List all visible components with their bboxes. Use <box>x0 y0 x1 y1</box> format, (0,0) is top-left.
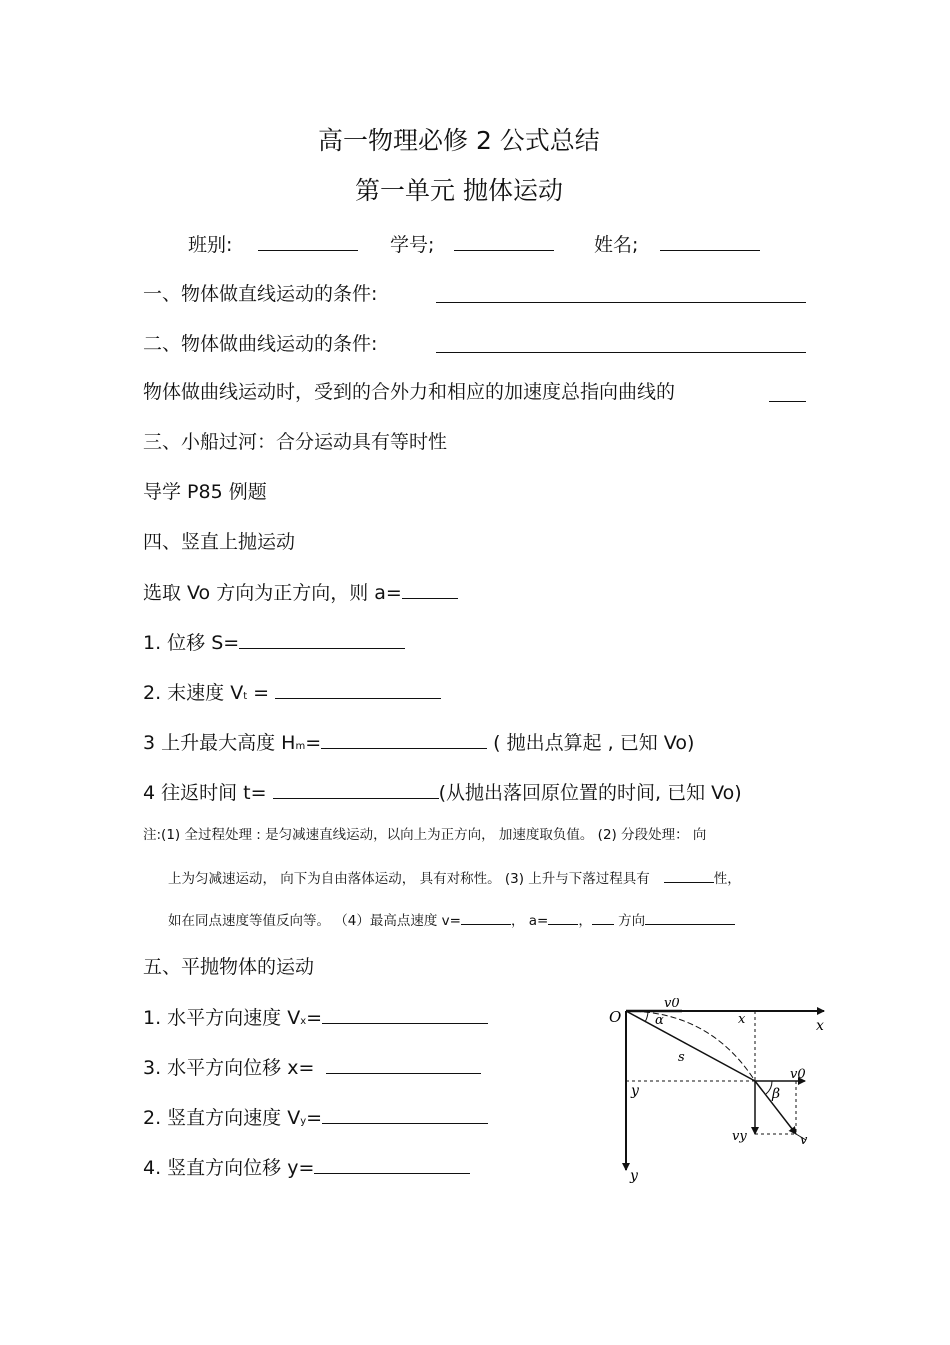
section5-item3 <box>143 1055 481 1080</box>
vy-label: vy <box>732 1129 747 1144</box>
name-blank[interactable] <box>660 232 760 251</box>
alpha-label: α <box>655 1013 664 1028</box>
vertical-velocity-blank[interactable] <box>322 1105 488 1124</box>
projectile-diagram <box>600 998 840 1188</box>
section2-note-blank[interactable] <box>769 383 806 402</box>
v0-right-label: v0 <box>790 1067 806 1082</box>
section4-item1 <box>143 630 405 655</box>
section3-label: 三、小船过河：合分运动具有等时性 <box>143 431 448 453</box>
vertical-displacement-label: 4. 竖直方向位移 y= <box>143 1157 315 1179</box>
max-height-note: ( 抛出点算起 , 已知 Vo) <box>487 732 695 754</box>
class-field <box>188 232 358 257</box>
beta-label: β <box>772 1086 781 1102</box>
final-velocity-eq: = <box>247 682 276 704</box>
class-label: 班别: <box>188 234 233 256</box>
y-mid-label: y <box>631 1083 639 1099</box>
v0-top-label: v0 <box>664 998 680 1011</box>
section5-item2 <box>143 1105 488 1134</box>
section4-item4 <box>143 780 742 805</box>
displacement-blank[interactable] <box>239 630 405 649</box>
note-line-3-direction: 方向 <box>613 913 646 929</box>
note-line-2 <box>168 868 741 888</box>
round-trip-label: 4 往返时间 t= <box>143 782 273 804</box>
section2-label: 二、物体做曲线运动的条件: <box>143 333 378 355</box>
max-height-eq: = <box>305 732 322 754</box>
x-mid-label: x <box>738 1012 746 1027</box>
section2-blank[interactable] <box>436 334 806 353</box>
horizontal-displacement-blank[interactable] <box>326 1055 481 1074</box>
student-no-blank[interactable] <box>454 232 554 251</box>
vertical-velocity-eq: = <box>306 1107 323 1129</box>
horizontal-displacement-label: 3. 水平方向位移 x= <box>143 1057 315 1079</box>
final-velocity-label: 2. 末速度 V <box>143 682 244 704</box>
top-accel-blank[interactable] <box>548 910 578 925</box>
final-velocity-blank[interactable] <box>275 680 441 699</box>
top-velocity-blank[interactable] <box>461 910 511 925</box>
section3-ref: 导学 P85 例题 <box>143 481 267 503</box>
note-line-2-text: 上为匀减速运动， 向下为自由落体运动， 具有对称性。 (3) 上升与下落过程具有 <box>168 871 650 887</box>
origin-label: O <box>609 1008 622 1026</box>
unit-title: 第一单元 抛体运动 <box>355 176 563 205</box>
section5-item4 <box>143 1155 470 1180</box>
final-velocity-sub: t <box>243 691 248 702</box>
horizontal-velocity-eq: = <box>306 1007 323 1029</box>
student-no-label: 学号; <box>390 234 435 256</box>
y-axis-label: y <box>630 1168 638 1184</box>
section5-label: 五、平抛物体的运动 <box>143 956 315 978</box>
max-height-label: 3 上升最大高度 H <box>143 732 296 754</box>
vertical-velocity-sub: y <box>300 1116 307 1127</box>
section4-item3 <box>143 730 694 759</box>
vertical-velocity-label: 2. 竖直方向速度 V <box>143 1107 301 1129</box>
max-height-sub: m <box>295 741 306 752</box>
student-no-field <box>390 232 554 257</box>
note-line-2-end: 性， <box>713 871 741 887</box>
note-line-3-text: 如在同点速度等值反向等。 （4）最高点速度 v= <box>168 913 461 929</box>
note-line-3-a: ， a= <box>510 913 549 929</box>
v-label: v <box>800 1133 808 1148</box>
section4-intro <box>143 580 458 605</box>
name-label: 姓名; <box>594 234 639 256</box>
s-label: s <box>678 1050 685 1065</box>
document-title: 高一物理必修 2 公式总结 <box>318 126 600 155</box>
section4-item2 <box>143 680 441 709</box>
section1-blank[interactable] <box>436 284 806 303</box>
alpha-arc <box>645 1011 648 1022</box>
vertical-displacement-blank[interactable] <box>314 1155 470 1174</box>
direction-blank[interactable] <box>645 910 735 925</box>
round-trip-note: (从抛出落回原位置的时间, 已知 Vo) <box>438 782 742 804</box>
note-line-3 <box>168 910 735 930</box>
max-height-blank[interactable] <box>321 730 487 749</box>
top-accel-blank-2[interactable] <box>592 910 614 925</box>
section1-label: 一、物体做直线运动的条件: <box>143 283 378 305</box>
note-line-1: 注:(1) 全过程处理 : 是匀减速直线运动，以向上为正方向， 加速度取负值。 (2) 分段处理： 向 <box>143 827 707 843</box>
section2-note: 物体做曲线运动时，受到的合外力和相应的加速度总指向曲线的 <box>143 381 676 403</box>
class-blank[interactable] <box>258 232 358 251</box>
horizontal-velocity-blank[interactable] <box>322 1005 488 1024</box>
acceleration-blank[interactable] <box>402 580 458 599</box>
round-trip-blank[interactable] <box>273 780 439 799</box>
section5-item1 <box>143 1005 488 1034</box>
symmetry-blank[interactable] <box>664 868 714 883</box>
name-field <box>594 232 760 257</box>
horizontal-velocity-label: 1. 水平方向速度 V <box>143 1007 301 1029</box>
note-line-3-comma: ， <box>578 913 592 929</box>
displacement-label: 1. 位移 S= <box>143 632 240 654</box>
section4-label: 四、竖直上抛运动 <box>143 531 296 553</box>
x-axis-label: x <box>816 1018 824 1034</box>
horizontal-velocity-sub: x <box>300 1016 307 1027</box>
section4-intro-text: 选取 Vo 方向为正方向，则 a= <box>143 582 402 604</box>
